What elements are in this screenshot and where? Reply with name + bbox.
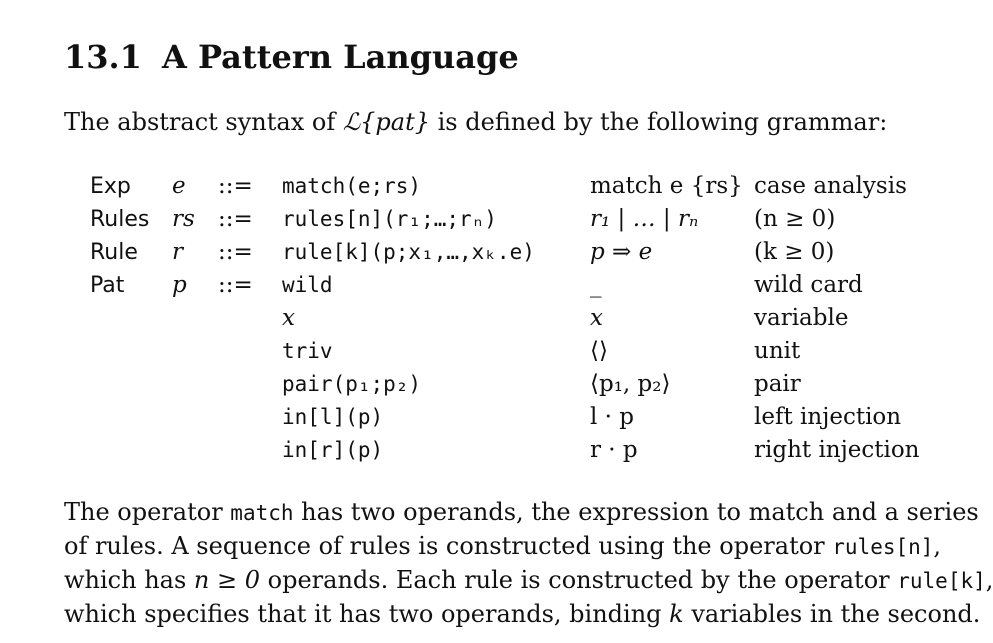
grammar-variable: rs <box>172 206 195 232</box>
grammar-production-symbol: ::= <box>218 272 253 298</box>
grammar-concrete-syntax: ⟨p₁, p₂⟩ <box>590 371 671 397</box>
grammar-abstract-syntax: rules[n](r₁;…;rₙ) <box>282 207 497 231</box>
grammar-description: right injection <box>754 437 920 463</box>
grammar-row <box>90 401 970 434</box>
grammar-row <box>90 302 970 335</box>
intro-prefix: The abstract syntax of <box>64 108 343 136</box>
grammar-abstract-syntax: x <box>282 305 295 331</box>
grammar-row <box>90 269 970 302</box>
language-name: {pat} <box>360 108 430 136</box>
paragraph-line <box>64 496 979 530</box>
grammar-variable: r <box>172 239 183 265</box>
intro-suffix: is defined by the following grammar: <box>430 108 888 136</box>
grammar-abstract-syntax: in[l](p) <box>282 405 384 429</box>
grammar-table <box>90 170 970 467</box>
inline-code-rule: rule[k] <box>897 569 986 593</box>
paragraph-text: , <box>985 566 993 594</box>
grammar-abstract-syntax: pair(p₁;p₂) <box>282 372 422 396</box>
paragraph-line <box>64 598 981 631</box>
paragraph-text: variables in the second. <box>683 600 981 628</box>
inline-math: n ≥ 0 <box>193 566 261 594</box>
grammar-concrete-syntax: p ⇒ e <box>590 239 653 265</box>
grammar-abstract-syntax: rule[k](p;x₁,…,xₖ.e) <box>282 240 535 264</box>
grammar-concrete-syntax: match e {rs} <box>590 173 743 199</box>
inline-math-variable: k <box>669 600 684 628</box>
grammar-abstract-syntax: wild <box>282 273 333 297</box>
grammar-row <box>90 236 970 269</box>
grammar-description: pair <box>754 371 801 397</box>
grammar-concrete-syntax: x <box>590 305 603 331</box>
grammar-concrete-syntax: _ <box>590 272 602 298</box>
grammar-row <box>90 335 970 368</box>
grammar-production-symbol: ::= <box>218 239 253 265</box>
grammar-category: Pat <box>90 273 125 298</box>
grammar-variable: p <box>172 272 187 298</box>
language-symbol: ℒ <box>342 108 361 136</box>
paragraph-text: which has <box>64 566 194 594</box>
grammar-production-symbol: ::= <box>218 173 253 199</box>
grammar-description: (n ≥ 0) <box>754 206 836 232</box>
paragraph-line <box>64 530 954 564</box>
grammar-category: Rule <box>90 240 138 265</box>
paragraph-line <box>64 564 993 598</box>
inline-code-rules: rules[n] <box>832 535 934 559</box>
paragraph-text: has two operands, the expression to match and a series <box>293 498 979 526</box>
section-number: 13.1 <box>64 38 142 76</box>
grammar-concrete-syntax: r₁ | … | rₙ <box>590 206 699 232</box>
inline-code-match: match <box>230 501 294 525</box>
paragraph-text: , <box>933 532 942 560</box>
grammar-category: Rules <box>90 207 150 232</box>
grammar-concrete-syntax: ⟨⟩ <box>590 338 608 364</box>
grammar-row <box>90 368 970 401</box>
grammar-production-symbol: ::= <box>218 206 253 232</box>
paragraph-text: operands. Each rule is constructed by the operator <box>260 566 898 594</box>
paragraph-text: The operator <box>64 498 231 526</box>
grammar-description: (k ≥ 0) <box>754 239 835 265</box>
grammar-concrete-syntax: l · p <box>590 404 635 430</box>
grammar-abstract-syntax: in[r](p) <box>282 438 384 462</box>
paragraph-text: of rules. A sequence of rules is constructed using the operator <box>64 532 833 560</box>
paragraph-text: which specifies that it has two operands, binding <box>64 600 670 628</box>
intro-sentence <box>64 108 887 136</box>
grammar-description: left injection <box>754 404 902 430</box>
grammar-description: variable <box>754 305 849 331</box>
grammar-row <box>90 203 970 236</box>
grammar-description: case analysis <box>754 173 907 199</box>
grammar-row <box>90 170 970 203</box>
explanation-paragraph <box>64 496 993 631</box>
section-title: A Pattern Language <box>162 38 519 76</box>
grammar-category: Exp <box>90 174 131 199</box>
section-heading <box>64 38 519 76</box>
grammar-variable: e <box>172 173 186 199</box>
grammar-abstract-syntax: triv <box>282 339 333 363</box>
grammar-abstract-syntax: match(e;rs) <box>282 174 422 198</box>
grammar-description: unit <box>754 338 801 364</box>
grammar-description: wild card <box>754 272 863 298</box>
grammar-concrete-syntax: r · p <box>590 437 638 463</box>
grammar-row <box>90 434 970 467</box>
